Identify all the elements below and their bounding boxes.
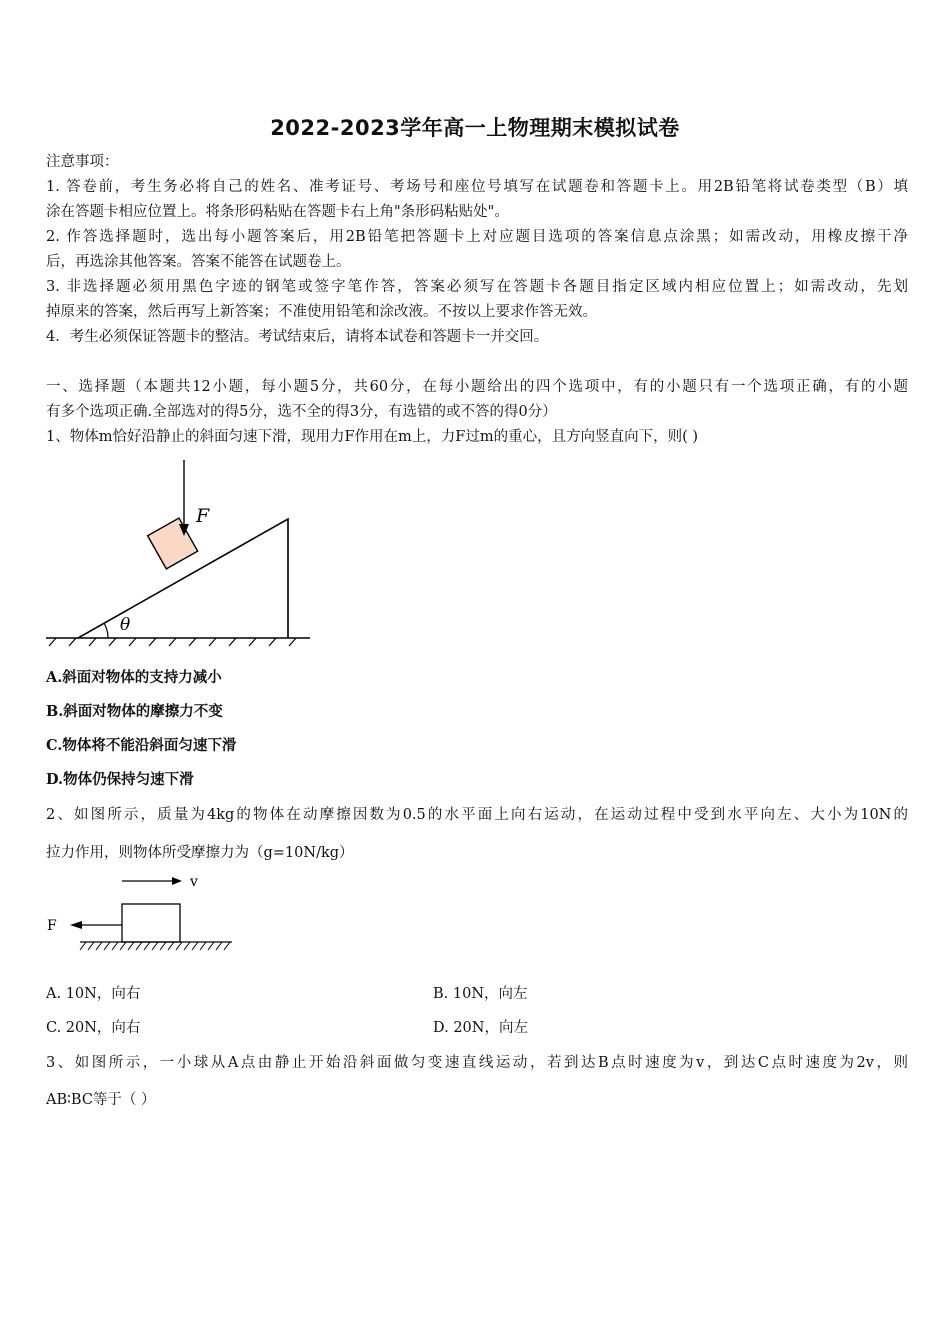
force-label: F — [47, 918, 57, 934]
q2-option-c: C. 20N，向右 — [46, 1020, 141, 1036]
notice-line: 4．考生必须保证答题卡的整洁。考试结束后，请将本试卷和答题卡一并交回。 — [46, 329, 549, 345]
force-arrowhead — [70, 921, 82, 929]
q1-stem: 1、物体m恰好沿静止的斜面匀速下滑，现用力F作用在m上，力F过m的重心，且方向竖直向下，则( ) — [46, 429, 699, 445]
ground-hatching — [80, 942, 230, 950]
notice-line: 掉原来的答案，然后再写上新答案；不准使用铅笔和涂改液。不按以上要求作答无效。 — [46, 304, 597, 320]
notice-heading: 注意事项： — [46, 154, 119, 170]
notice-line: 后，再选涂其他答案。答案不能答在试题卷上。 — [46, 254, 351, 270]
q1-option-d: D.物体仍保持匀速下滑 — [46, 771, 194, 788]
section-heading: 一、选择题（本题共12小题，每小题5分，共60分，在每小题给出的四个选项中，有的小题只有一个选项正确，有的小题 — [46, 379, 908, 395]
velocity-arrowhead — [172, 877, 182, 885]
q2-option-b: B. 10N，向左 — [433, 986, 528, 1002]
notice-line: 1. 答卷前，考生务必将自己的姓名、准考证号、考场号和座位号填写在试题卷和答题卡上。用2B铅笔将试卷类型（B）填 — [46, 179, 908, 195]
angle-label: θ — [120, 615, 131, 635]
notice-line: 3. 非选择题必须用黑色字迹的钢笔或签字笔作答，答案必须写在答题卡各题目指定区域内相应位置上；如需改动，先划 — [46, 279, 908, 295]
notice-line: 2. 作答选择题时，选出每小题答案后，用2B铅笔把答题卡上对应题目选项的答案信息点涂黑；如需改动，用橡皮擦干净 — [46, 229, 908, 245]
q1-option-b: B.斜面对物体的摩擦力不变 — [46, 703, 223, 720]
section-heading-cont: 有多个选项正确.全部选对的得5分，选不全的得3分，有选错的或不答的得0分） — [46, 404, 557, 420]
notice-line: 涂在答题卡相应位置上。将条形码粘贴在答题卡右上角"条形码粘贴处"。 — [46, 204, 509, 220]
q2-block-figure — [44, 870, 244, 960]
q1-option-a: A.斜面对物体的支持力减小 — [46, 669, 222, 686]
q2-option-a: A. 10N，向右 — [46, 986, 141, 1002]
q1-incline-figure — [44, 458, 314, 648]
force-label: F — [196, 505, 210, 527]
q1-option-c: C.物体将不能沿斜面匀速下滑 — [46, 737, 237, 754]
angle-arc — [104, 623, 108, 638]
q2-stem: 2、如图所示，质量为4kg的物体在动摩擦因数为0.5的水平面上向右运动，在运动过程中受到水平向左、大小为10N的 — [46, 807, 908, 823]
ground-hatching — [49, 638, 296, 646]
q3-stem: 3、如图所示，一小球从A点由静止开始沿斜面做匀变速直线运动，若到达B点时速度为v，到达C点时速度为2v，则 — [46, 1055, 908, 1071]
velocity-label: v — [190, 874, 198, 890]
block — [148, 518, 198, 569]
q2-option-d: D. 20N，向左 — [433, 1020, 528, 1036]
page-title: 2022-2023学年高一上物理期末模拟试卷 — [270, 116, 680, 140]
q2-stem-cont: 拉力作用，则物体所受摩擦力为（g=10N/kg） — [46, 845, 354, 861]
q3-stem-cont: AB∶BC等于（ ） — [46, 1092, 156, 1108]
block — [122, 904, 180, 942]
